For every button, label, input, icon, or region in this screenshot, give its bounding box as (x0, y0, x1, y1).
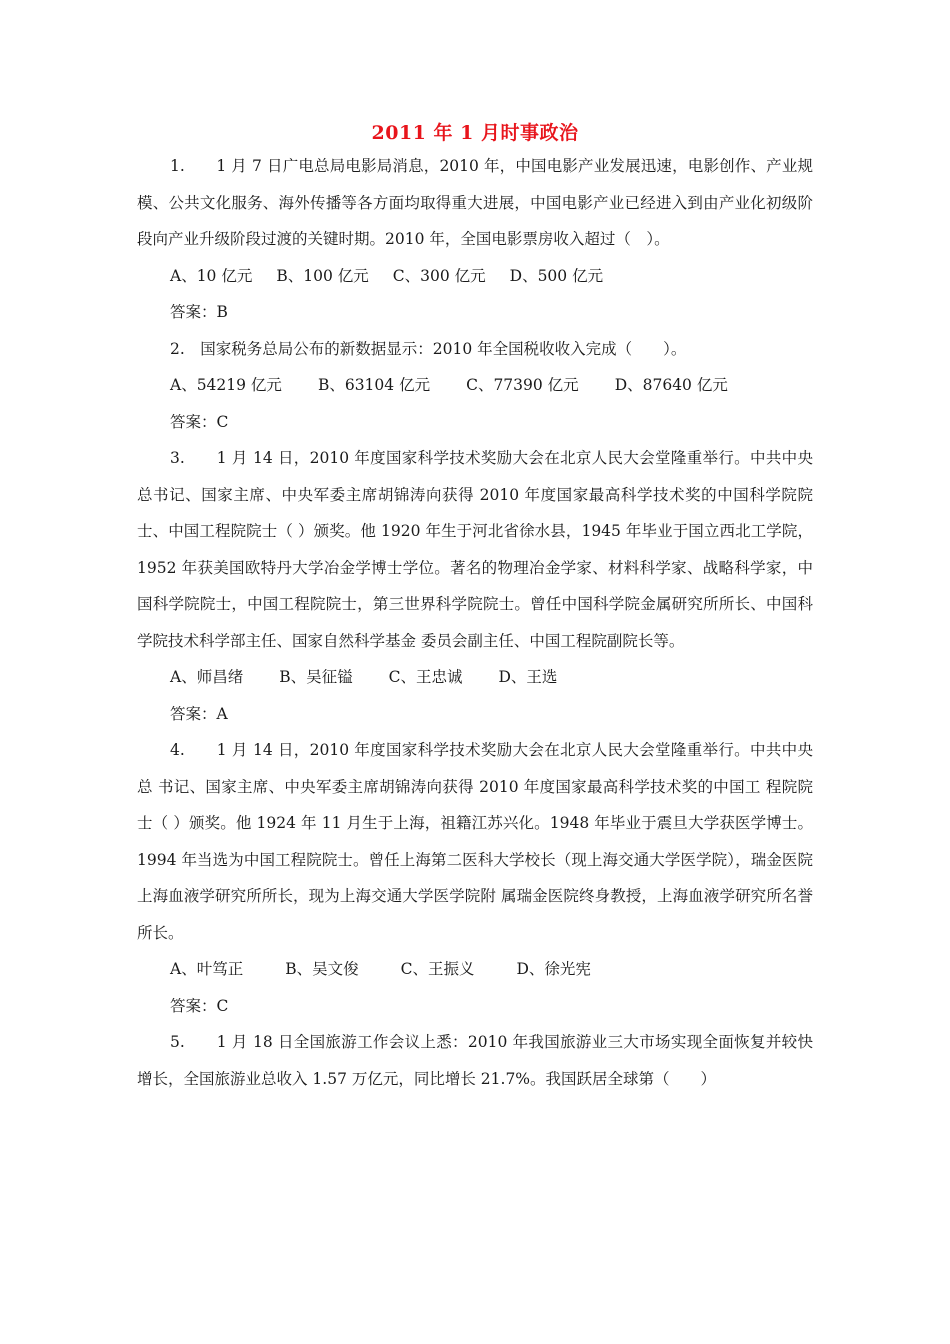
question-5-text: 5. 1 月 18 日全国旅游工作会议上悉：2010 年我国旅游业三大市场实现全面恢复并较快增长，全国旅游业总收入 1.57 万亿元，同比增长 21.7%。我国跃居全球第（ ） (137, 1033, 813, 1088)
document-title: 2011 年 1 月时事政治 (371, 122, 579, 144)
question-1-option-c: C、300 亿元 (392, 266, 486, 285)
question-4-text: 4. 1 月 14 日，2010 年度国家科学技术奖励大会在北京人民大会堂隆重举行。中共中央总 书记、国家主席、中央军委主席胡锦涛向获得 2010 年度国家最高科学技术奖的中国工 程院院士（ ）颁奖。他 1924 年 11 月生于上海，祖籍江苏兴化。1948 年毕业于震旦大学获医学博士。1994 年当选为中国工程院院士。曾任上海第二医科大学校长（现上海交通大学医学院），瑞金医院上海血液学研究所所长，现为上海交通大学医学院附 属瑞金医院终身教授，上海血液学研究所名誉所长。 (137, 741, 813, 942)
question-3-text: 3. 1 月 14 日，2010 年度国家科学技术奖励大会在北京人民大会堂隆重举行。中共中央总书记、国家主席、中央军委主席胡锦涛向获得 2010 年度国家最高科学技术奖的中国科学院院士、中国工程院院士（ ）颁奖。他 1920 年生于河北省徐水县，1945 年毕业于国立西北工学院，1952 年获美国欧特丹大学冶金学博士学位。著名的物理冶金学家、材料科学家、战略科学家，中国科学院院士，中国工程院院士，第三世界科学院院士。曾任中国科学院金属研究所所长、中国科学院技术科学部主任、国家自然科学基金 委员会副主任、中国工程院副院长等。 (137, 449, 813, 650)
question-2-option-b: B、63104 亿元 (317, 376, 431, 394)
question-4-option-c: C、王振义 (400, 960, 475, 978)
question-3-options (137, 659, 813, 696)
question-4-options (137, 951, 813, 988)
question-1-option-a: A、10 亿元 (170, 266, 253, 285)
question-1-options (137, 258, 813, 295)
question-2-option-c: C、77390 亿元 (466, 376, 579, 394)
question-4-option-a: A、叶笃正 (170, 960, 244, 978)
question-4-option-d: D、徐光宪 (516, 960, 591, 978)
question-2-options (137, 367, 813, 404)
document-body (137, 148, 813, 1097)
question-1-option-b: B、100 亿元 (276, 266, 369, 285)
question-4-option-b: B、吴文俊 (285, 960, 359, 978)
question-4-answer: 答案：C (170, 996, 229, 1015)
question-3-option-b: B、吴征镒 (279, 668, 353, 686)
question-1-option-d: D、500 亿元 (509, 266, 604, 285)
question-2-text: 2. 国家税务总局公布的新数据显示：2010 年全国税收收入完成（ ）。 (170, 339, 687, 358)
question-3-option-a: A、师昌绪 (170, 668, 244, 686)
question-2-option-d: D、87640 亿元 (614, 376, 728, 394)
question-3-option-c: C、王忠诚 (388, 668, 463, 686)
question-1-answer: 答案：B (170, 303, 228, 321)
question-2-answer: 答案：C (170, 412, 229, 431)
question-1-text: 1. 1 月 7 日广电总局电影局消息，2010 年，中国电影产业发展迅速，电影创作、产业规模、公共文化服务、海外传播等各方面均取得重大进展，中国电影产业已经进入到由产业化初级阶段向产业升级阶段过渡的关键时期。2010 年，全国电影票房收入超过（ ）。 (137, 157, 813, 248)
question-3-option-d: D、王选 (498, 668, 558, 686)
question-2-option-a: A、54219 亿元 (170, 376, 282, 394)
question-3-answer: 答案：A (170, 704, 228, 723)
